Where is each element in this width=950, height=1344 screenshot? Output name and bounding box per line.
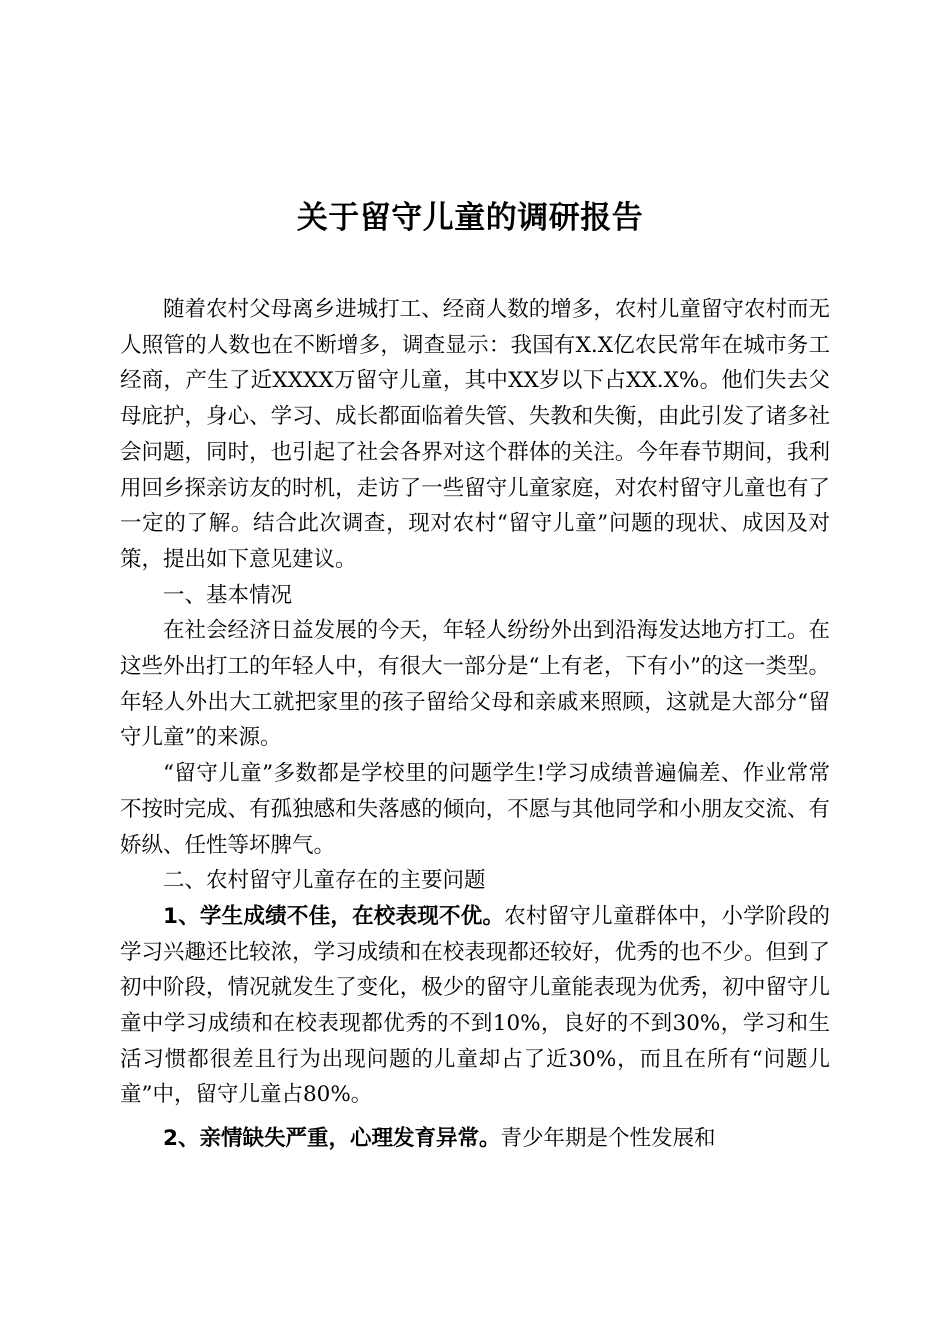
paragraph-basic-1 [120,613,830,756]
document-title: 关于留守儿童的调研报告 [296,200,644,236]
paragraph-text: 青少年期是个性发展和 [500,1126,716,1152]
paragraph-text: 在社会经济日益发展的今天，年轻人纷纷外出到沿海发达地方打工。在这些外出打工的年轻人中，有很大一部分是“上有老，下有小”的这一类型。年轻人外出大工就把家里的孩子留给父母和亲戚来照顾，这就是大部分“留守儿童”的来源。 [120,618,830,751]
paragraph-lead: 1、学生成绩不佳，在校表现不优。 [163,903,505,929]
paragraph-lead: 2、亲情缺失严重，心理发育异常。 [163,1126,501,1152]
paragraph-basic-2 [120,756,830,863]
paragraph-problem-1 [120,899,830,1113]
paragraph-text: 农村留守儿童群体中，小学阶段的学习兴趣还比较浓，学习成绩和在校表现都还较好，优秀的也不少。但到了初中阶段，情况就发生了变化，极少的留守儿童能表现为优秀，初中留守儿童中学习成绩和在校表现都优秀的不到10%，良好的不到30%，学习和生活习惯都很差且行为出现问题的儿童却占了近30%，而且在所有“问题儿童”中，留守儿童占80%。 [120,903,830,1108]
paragraph-problem-2 [120,1121,830,1157]
section-heading-basic: 一、基本情况 [163,582,293,608]
paragraph-text: “留守儿童”多数都是学校里的问题学生!学习成绩普遍偏差、作业常常不按时完成、有孤独感和失落感的倾向，不愿与其他同学和小朋友交流、有娇纵、任性等坏脾气。 [120,761,830,858]
paragraph-text: 随着农村父母离乡进城打工、经商人数的增多，农村儿童留守农村而无人照管的人数也在不断增多，调查显示：我国有X.X亿农民常年在城市务工经商，产生了近XXXX万留守儿童，其中XX岁以下占XX.X%。他们失去父母庇护，身心、学习、成长都面临着失管、失教和失衡，由此引发了诸多社会问题，同时，也引起了社会各界对这个群体的关注。今年春节期间，我利用回乡探亲访友的时机，走访了一些留守儿童家庭，对农村留守儿童也有了一定的了解。结合此次调查，现对农村“留守儿童”问题的现状、成因及对策，提出如下意见建议。 [120,297,830,572]
document-body [120,292,830,1157]
paragraph-intro [120,292,830,578]
section-heading-problems: 二、农村留守儿童存在的主要问题 [163,868,486,894]
